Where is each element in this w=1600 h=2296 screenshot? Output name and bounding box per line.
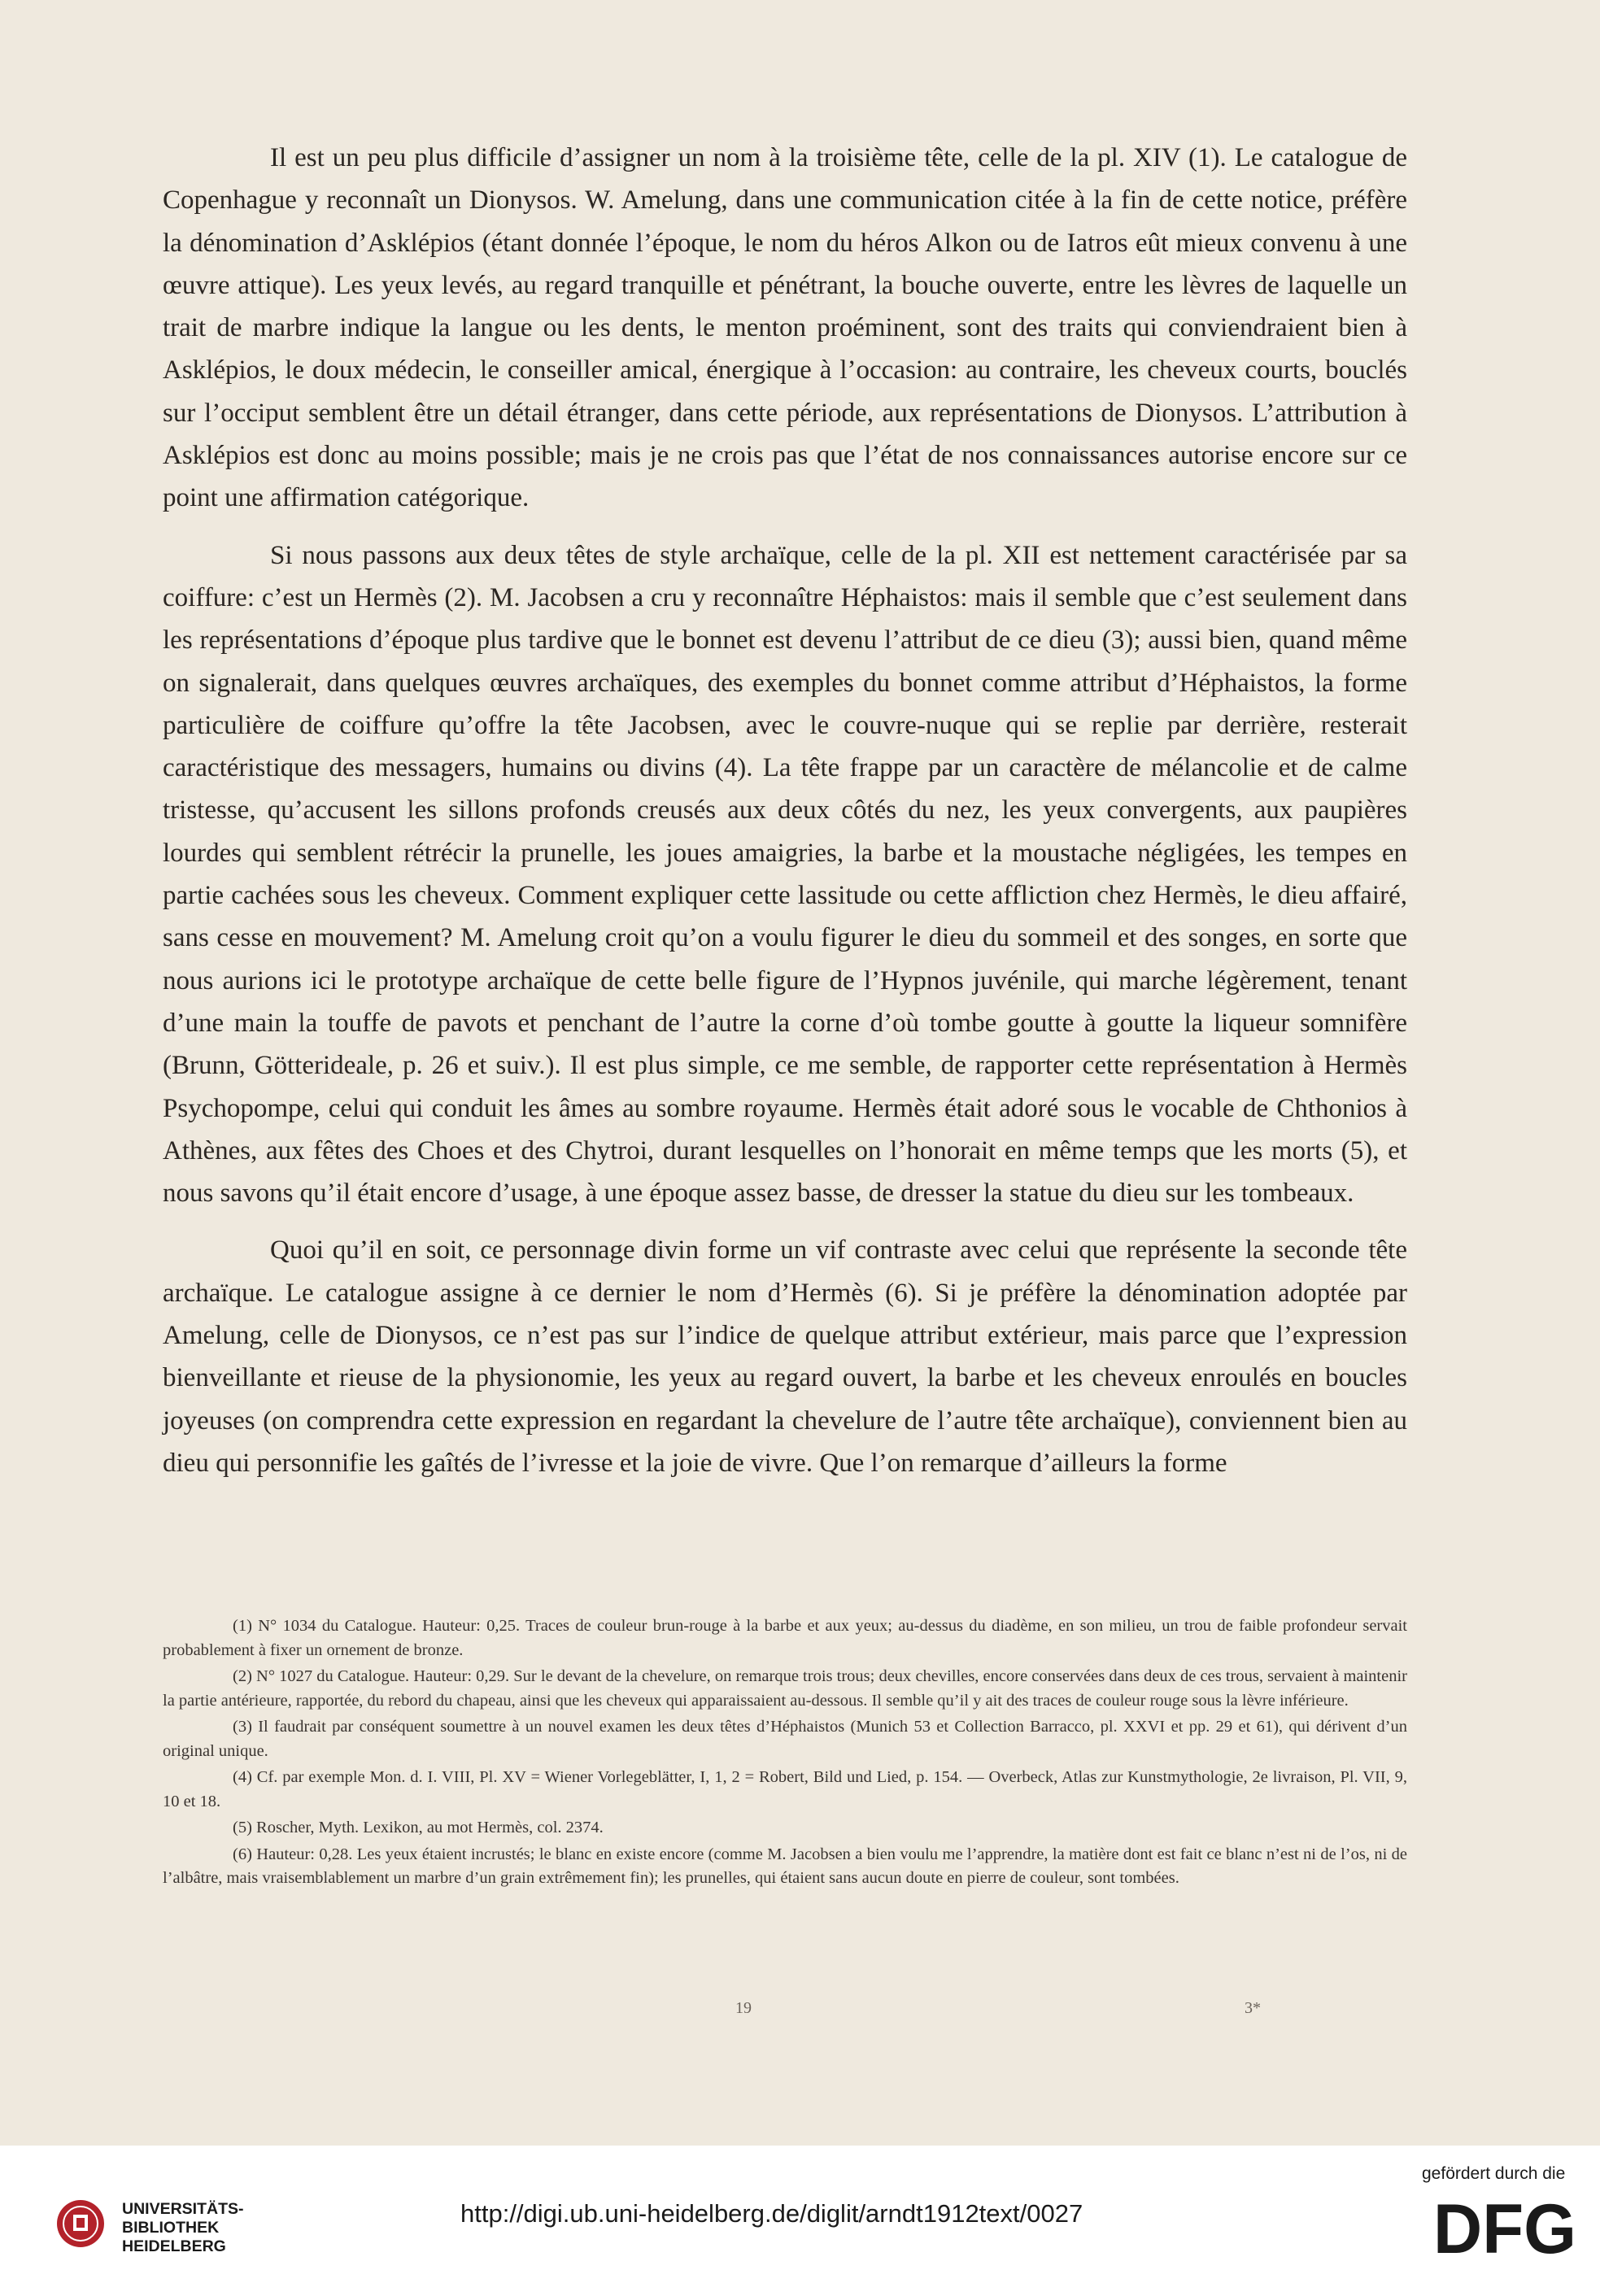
permalink-url[interactable]: http://digi.ub.uni-heidelberg.de/diglit/arndt1912text/0027 — [460, 2199, 1083, 2228]
footnote-6: (6) Hauteur: 0,28. Les yeux étaient incrustés; le blanc en existe encore (comme M. Jacobsen a bien voulu me l’apprendre, la matière dont est fait ce blanc n’est ni de l’os, ni de l’albâtre, mais vraisemblablement un marbre d’un grain extrêmement fin); les prunelles, qui étaient sans aucun doute en pierre de couleur, sont tombées. — [163, 1845, 1407, 1887]
footnote-5: (5) Roscher, Myth. Lexikon, au mot Hermès, col. 2374. — [233, 1819, 604, 1836]
university-seal-icon[interactable] — [55, 2198, 106, 2249]
paragraph-3: Quoi qu’il en soit, ce personnage divin forme un vif contraste avec celui que représente la seconde tête archaïque. Le catalogue assigne à ce dernier le nom d’Hermès (6). Si je préfère la dénomination adoptée par Amelung, celle de Dionysos, ce n’est pas sur l’indice de quelque attribut extérieur, mais parce que l’expression bienveillante et rieuse de la physionomie, les yeux au regard ouvert, la barbe et les cheveux enroulés en boucles joyeuses (on comprendra cette expression en regardant la chevelure de l’autre tête archaïque), conviennent bien au dieu qui personnifie les gaîtés de l’ivresse et la joie de vivre. Que l’on remarque d’ailleurs la forme — [163, 1235, 1407, 1478]
dfg-logo-text: DFG — [1433, 2196, 1576, 2259]
library-line: BIBLIOTHEK — [122, 2219, 220, 2237]
page-number: 19 — [735, 1999, 752, 2017]
footnote-3: (3) Il faudrait par conséquent soumettre à un nouvel examen les deux têtes d’Héphaistos (Munich 53 et Collection Barracco, pl. XXVI et pp. 29 et 61), qui dérivent d’un original unique. — [163, 1718, 1407, 1760]
paragraph-2: Si nous passons aux deux têtes de style archaïque, celle de la pl. XII est nettement caractérisée par sa coiffure: c’est un Hermès (2). M. Jacobsen a cru y reconnaître Héphaistos: mais il semble que c’est seulement dans les représentations d’époque plus tardive que le bonnet est devenu l’attribut de ce dieu (3); aussi bien, quand même on signalerait, dans quelques œuvres archaïques, des exemples du bonnet comme attribut d’Héphaistos, la forme particulière de coiffure qu’offre la tête Jacobsen, avec le couvre-nuque qui se replie par derrière, resterait caractéristique des messagers, humains ou divins (4). La tête frappe par un caractère de mélancolie et de calme tristesse, qu’accusent les sillons profonds creusés aux deux côtés du nez, les yeux convergents, aux paupières lourdes qui semblent rétrécir la prunelle, les joues amaigries, la barbe et la moustache négligées, les tempes en partie cachées sous les cheveux. Comment expliquer cette lassitude ou cette affliction chez Hermès, le dieu affairé, sans cesse en mouvement? M. Amelung croit qu’on a voulu figurer le dieu du sommeil et des songes, en sorte que nous aurions ici le prototype archaïque de cette belle figure de l’Hypnos juvénile, qui marche légèrement, tenant d’une main la touffe de pavots et penchant de l’autre la corne d’où tombe goutte à goutte la liqueur somnifère (Brunn, Götterideale, p. 26 et suiv.). Il est plus simple, ce me semble, de rapporter cette représentation à Hermès Psychopompe, celui qui conduit les âmes au sombre royaume. Hermès était adoré sous le vocable de Chthonios à Athènes, aux fêtes des Choes et des Chytroi, durant lesquelles on l’honorait en même temps que les morts (5), et nous savons qu’il était encore d’usage, à une époque assez basse, de dresser la statue du dieu sur les tombeaux. — [163, 540, 1407, 1209]
library-line: HEIDELBERG — [122, 2237, 226, 2255]
library-name[interactable] — [122, 2200, 244, 2256]
footnote-2: (2) N° 1027 du Catalogue. Hauteur: 0,29. Sur le devant de la chevelure, on remarque trois trous; deux chevilles, encore conservées dans deux de ces trous, servaient à maintenir la partie antérieure, rapportée, du rebord du chapeau, ainsi que les cheveux qui apparaissaient au-dessous. Il semble qu’il y ait des traces de couleur rouge sous la lèvre inférieure. — [163, 1667, 1407, 1710]
footnote-4: (4) Cf. par exemple Mon. d. I. VIII, Pl. XV = Wiener Vorlegeblätter, I, 1, 2 = Robert, Bild und Lied, p. 154. — Overbeck, Atlas zur Kunstmythologie, 2e livraison, Pl. VII, 9, 10 et 18. — [163, 1768, 1407, 1810]
signature-mark: 3* — [1245, 1999, 1261, 2017]
dfg-logo[interactable] — [1432, 2196, 1578, 2259]
sponsor-label: gefördert durch die — [1422, 2164, 1566, 2183]
paragraph-1: Il est un peu plus difficile d’assigner un nom à la troisième tête, celle de la pl. XIV (1). Le catalogue de Copenhague y reconnaît un Dionysos. W. Amelung, dans une communication citée à la fin de cette notice, préfère la dénomination d’Asklépios (étant donnée l’époque, le nom du héros Alkon ou de Iatros eût mieux convenu à une œuvre attique). Les yeux levés, au regard tranquille et pénétrant, la bouche ouverte, entre les lèvres de laquelle un trait de marbre indique la langue ou les dents, le menton proéminent, sont des traits qui conviendraient bien à Asklépios, le doux médecin, le conseiller amical, énergique à l’occasion: au contraire, les cheveux courts, bouclés sur l’occiput semblent être un détail étranger, dans cette période, aux représentations de Dionysos. L’attribution à Asklépios est donc au moins possible; mais je ne crois pas que l’état de nos connaissances autorise encore sur ce point une affirmation catégorique. — [163, 143, 1407, 513]
footnotes — [163, 1614, 1407, 1891]
library-line: UNIVERSITÄTS- — [122, 2200, 244, 2218]
footnote-1: (1) N° 1034 du Catalogue. Hauteur: 0,25. Traces de couleur brun-rouge à la barbe et aux yeux; au-dessus du diadème, en son milieu, un trou de faible profondeur servait probablement à fixer un ornement de bronze. — [163, 1617, 1407, 1659]
main-text — [163, 137, 1407, 1484]
